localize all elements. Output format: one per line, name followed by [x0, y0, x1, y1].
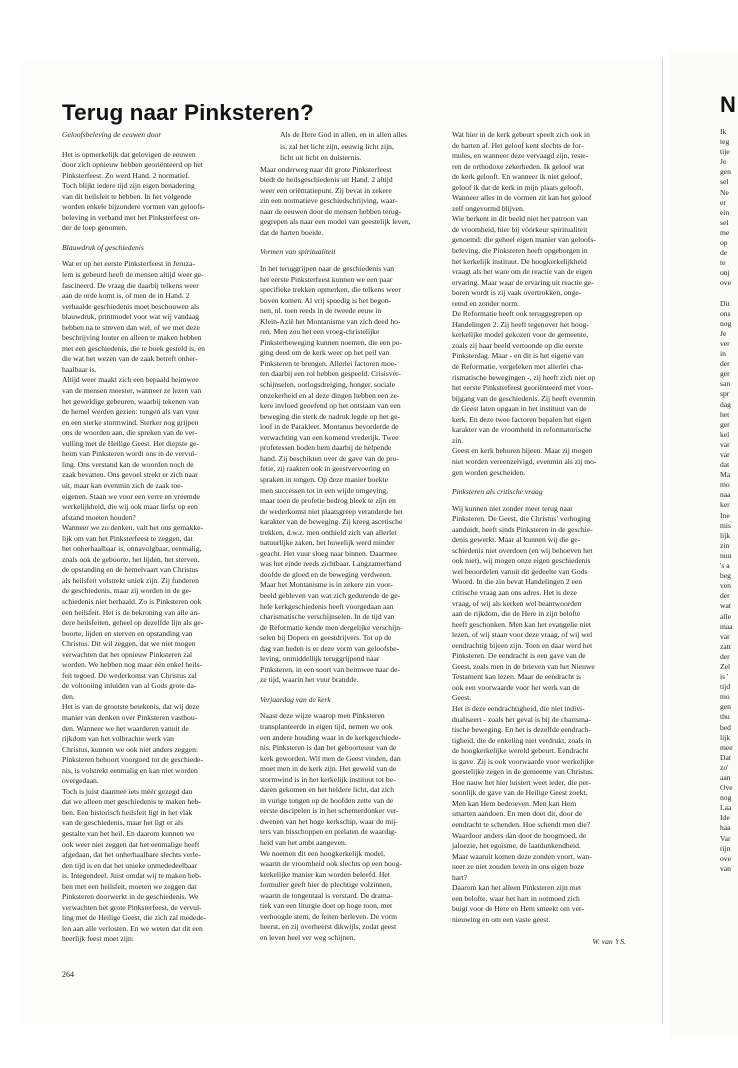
adjacent-page-line: van: [720, 863, 731, 873]
adjacent-page-line: bed: [720, 722, 731, 732]
paragraph: Het is opmerkelijk dat gelovigen de eeuwen door zich opnieuw hebben georiënteerd op het Pinksterfeest. Zo werd Hand. 2 normatief. Toch blijkt iedere tijd zijn eigen benadering van dit heilsfeit te hebben. In het volgende worden enkele bijzondere vormen van geloofs- beleving in verband met het Pinksterfeest on- der de loep genomen.: [62, 149, 206, 233]
adjacent-page-line: mis: [720, 520, 731, 530]
adjacent-page-line: tijd: [720, 682, 731, 692]
adjacent-page-text: [720, 127, 733, 874]
adjacent-page-line: beg: [720, 571, 731, 581]
paragraph: Toch is juist daarmee iets méér gezegd dan dat we alleen met geschiedenis te maken heb- ben. Een historisch heilsfeit ligt in het vlak van de geschiedenis, maar het ligt er als gestalte van het heil. En daarom kunnen we ook weer niet zeggen dat het eenmalige heeft afgedaan, dat het onherhaalbare slechts verle- den tijd is en dat het unieke onmededeelbaar is. Integendeel. Juist omdat wij te maken heb- ben met een heilsfeit, moeten we zeggen dat Pinksteren doorwerkt in de geschiedenis. We verwachten het grote Pinksterfeest, de vervul- ling met de Heilige Geest, die zich zal medede- len aan alle verlosten. En we weten dat dit een heerlijk feest moet zijn:: [62, 786, 207, 944]
adjacent-page-line: Ne: [720, 187, 729, 197]
adjacent-page-line: Ide: [720, 813, 730, 823]
paragraph: We noemen dit een hoogkerkelijk model, waarin de vroomheid ook slechts op een hoog- kerkelijke manier kan worden beleefd. Het formulier geeft hier de plechtige volzinnen, waarin de tongentaal is verstard. De drama- tiek van een liturgie doet op hoge toon, met verhoogde stem, de feiten herleven. De vorm heerst, en zij overheerst dikwijls, zodat geest en leven heel ver weg schijnen.: [260, 848, 402, 942]
column-3: [452, 130, 638, 948]
quote-line: Als de Here God in allen, en in allen alles: [280, 130, 407, 139]
paragraph: Wanneer we zo denken, valt het ons gemakke- lijk om van het Pinksterfeest te zeggen, dat het onherhaalbaar is, onnavolgbaar, eenmalig, zoals ook de geboorte, het lijden, het sterven, de opstanding en de hemelvaart van Christus als heilsfeit volstrekt uniek zijn. Zij funderen de geschiedenis, maar zij worden in de ge- schiedenis niet herhaald. Zo is Pinksteren ook een heilsfeit. Het is de bekroning van alle an- dere heilsfeiten, geheel op dezelfde lijn als ge- boorte, lijden en sterven en opstanding van Christus. Dit wil zeggen, dat we niet mogen verwachten dat het opnieuw Pinksteren zal worden. We hebben nog maar één enkel heils- feit tegoed. De wederkomst van Christus zal de voltooiing inluiden van al Gods grote da- den.: [62, 523, 204, 701]
section-heading: Blauwdruk of geschiedenis: [62, 242, 144, 252]
adjacent-page-line: ger: [720, 369, 730, 379]
adjacent-page-line: nog: [720, 793, 732, 803]
adjacent-page-line: rijn: [720, 843, 731, 853]
adjacent-page-line: maa: [720, 621, 733, 631]
adjacent-page-line: ons: [720, 308, 731, 318]
adjacent-page-line: [720, 289, 733, 299]
adjacent-page-line: wat: [720, 601, 731, 611]
article-page: [22, 58, 663, 1023]
adjacent-page-line: teg: [720, 137, 730, 147]
adjacent-page-line: in: [720, 349, 726, 359]
adjacent-page-line: ove: [720, 853, 731, 863]
paragraph: Maar onderweg naar dit grote Pinksterfeest biedt de heilsgeschiedenis uit Hand. 2 altijd weer een oriëntatiepunt. Zij bevat in zekere zin een normatieve geschiedschrijving, waar- naar de eeuwen door de mensen hebben terug- gegrepen als naar een model van geestelijk leven, dat de harten boeide.: [260, 164, 411, 237]
adjacent-page-line: Zel: [720, 661, 731, 671]
adjacent-page-line: ove: [720, 278, 731, 288]
quote-line: is, zal het licht zijn, eeuwig licht zijn,: [280, 141, 394, 151]
adjacent-page-line: gen: [720, 167, 731, 177]
adjacent-page-line: san: [720, 379, 731, 389]
adjacent-page-line: ker: [720, 500, 730, 510]
quote-line: licht uit licht en duisternis.: [280, 153, 362, 163]
adjacent-page-line: Ove: [720, 783, 733, 793]
adjacent-page-line: kel: [720, 429, 730, 439]
adjacent-page-line: Je: [720, 157, 727, 167]
adjacent-page-line: sel: [720, 177, 729, 187]
adjacent-page-line: mo: [720, 480, 730, 490]
adjacent-page-line: lijk: [720, 732, 731, 742]
adjacent-page-line: Dit: [720, 298, 730, 308]
adjacent-page: [670, 52, 738, 1037]
paragraph: Geest en kerk behoren bijeen. Maar zij mogen niet worden vereenzelvigd, evenmin als zij mo- gen worden gescheiden.: [452, 446, 597, 477]
paragraph: Het is van de grootste betekenis, dat wij deze manier van denken over Pinksteren vasthou- den. Wanneer we het waarderen vanuit de rijkdom van het volbrachte werk van Christus, kunnen we ook niet anders zeggen: Pinksteren behoort voorgoed tot de geschiede- nis, is volstrekt eenmalig en kan niet worden overgedaan.: [62, 702, 203, 786]
adjacent-page-line: er: [720, 197, 726, 207]
column-2: [260, 130, 440, 943]
paragraph: Wat hier in de kerk gebeurt speelt zich ook in de harten af. Het geloof kent slechts de for- mules, en wanneer deze vervaagd zijn, reste- ren de orthodoxe zekerheden. Ik geloof wat de kerk gelooft. En wanneer ik niet geloof, geloof ik dat de kerk in mijn plaats gelooft. Wanneer alles in de vormen zit kan het geloof zelf ongevormd blijven.: [452, 130, 592, 213]
adjacent-page-line: ger: [720, 419, 730, 429]
adjacent-page-line: mo: [720, 692, 730, 702]
adjacent-page-line: Ine: [720, 510, 730, 520]
section-heading: Pinksteren als critische vraag: [452, 487, 543, 497]
adjacent-page-line: Je: [720, 328, 727, 338]
adjacent-page-line: zin: [720, 540, 730, 550]
adjacent-page-line: der: [720, 359, 730, 369]
adjacent-page-line: mee: [720, 742, 733, 752]
paragraph: Daarom kan het alleen Pinksteren zijn met een belofte, waar het hart in ootmoed zich buigt voor de Here en Hem smeekt om ver- nieuwing en om een vaste geest.: [452, 883, 584, 924]
adjacent-page-line: gen: [720, 702, 731, 712]
adjacent-page-line: ein: [720, 207, 730, 217]
adjacent-page-line: der: [720, 651, 730, 661]
adjacent-page-line: te: [720, 258, 726, 268]
paragraph: Wij kunnen niet zonder meer terug naar Pinksteren. De Geest, die Christus’ verhoging aanduidt, heeft sinds Pinksteren in de geschie- denis gewerkt. Maar al kunnen wij die ge- schiedenis niet overdoen (en wij behoeven het ook niet), wij mogen onze eigen geschiedenis wel beoordelen vanuit dit gedeelte van Gods Woord. In die zin bevat Handelingen 2 een critische vraag aan ons adres. Het is deze vraag, of wij als kerken wel beantwoorden aan de rijkdom, die de Here in zijn belofte heeft geschonken. Men kan het evangelie niet lezen, of wij staan voor deze vraag, of wij wel eendrachtig bijeen zijn. Toen en daar werd het Pinksteren. De eendracht is een gave van de Geest, zoals men in de brieven van het Nieuwe Testament kan lezen. Maar de eendracht is ook een voorwaarde voor het werk van de Geest.: [452, 503, 595, 703]
author-signature: W. van ’t S.: [592, 937, 626, 947]
adjacent-page-line: naa: [720, 490, 731, 500]
adjacent-page-line: ven: [720, 581, 731, 591]
adjacent-page-line: var: [720, 439, 730, 449]
adjacent-page-line: de: [720, 248, 728, 258]
adjacent-page-line: tije: [720, 147, 730, 157]
adjacent-page-line: nuu: [720, 550, 732, 560]
column-1: [62, 130, 246, 945]
adjacent-page-line: alle: [720, 611, 731, 621]
adjacent-page-line: nog: [720, 318, 732, 328]
adjacent-page-line: haa: [720, 823, 731, 833]
section-heading: Vormen van spiritualiteit: [260, 247, 336, 257]
article-title: Terug naar Pinksteren?: [62, 100, 314, 125]
adjacent-page-line: dag: [720, 399, 731, 409]
adjacent-page-line: onj: [720, 268, 730, 278]
adjacent-page-line: lijk: [720, 530, 731, 540]
paragraph: De Reformatie heeft ook teruggegrepen op Handelingen 2. Zij heeft tegenover het hoog- kerkelijke model gekozen voor de gemeente, zoals zij haar beeld vertoonde op die eerste Pinksterdag. Maar - en dit is het eigene van de Reformatie, vergeleken met allerlei cha- rismatische bewegingen -, zij heeft zich niet op het eerste Pinksterfeest georiënteerd met voor- bijgang van de geschiedenis. Zij heeft evenmin de Geest laten opgaan in het instituut van de kerk. En deze twee factoren bepalen het eigen karakter van de vroomheid in reformatorische zin.: [452, 309, 596, 445]
paragraph: Wie herkent in dit beeld niet het patroon van de vroomheid, hier bij vóórkeur spiritualiteit genoemd: die geheel eigen manier van geloofs- beleving, die Pinksteren heeft opgeborgen in het kerkelijk instituut. De hoogkerkelijkheid vraagt als het ware om de reactie van de eigen ervaring. Maar waar de ervaring uit reactie ge- boren wordt is zij vaak overtrokken, onge- remd en zonder norm.: [452, 214, 596, 308]
adjacent-page-line: 's a: [720, 561, 730, 571]
paragraph: Het is deze eendrachtigheid, die niet indivi- dualiseert - zoals het geval is bij de charisma- tische beweging. En het is dezelfde eendrach- tigheid, die de enkeling niet verdrukt, zoals in de hoogkerkelijke wereld gebeurt. Eendracht is gave. Zij is ook voorwaarde voor werkelijke geestelijke zegen in de gemeente van Christus. Hoe nauw het hier luistert weet ieder, die per- soonlijk de gave van de Heilige Geest zoekt. Men kan Hem bedroeven. Men kan Hem smarten aandoen. En men doet dit, door de eendracht te schenden. Hoe schendt men die? Waardoor anders dan door de hoogmoed, de jaloezie, het egoïsme, de laatdunkendheid. Maar waaruit komen deze zonden voort, wan- neer ze niet zouden leven in ons eigen boze hart?: [452, 703, 594, 882]
adjacent-page-line: spr: [720, 389, 730, 399]
adjacent-page-line: sel: [720, 217, 729, 227]
article-subtitle: Geloofsbeleving de eeuwen door: [62, 130, 162, 139]
adjacent-page-line: op: [720, 238, 728, 248]
adjacent-page-line: ver: [720, 338, 730, 348]
adjacent-page-line: zatt: [720, 641, 731, 651]
paragraph: Wat er op het eerste Pinksterfeest in Jeruza- lem is gebeurd heeft de mensen altijd weer ge- fascineerd. De vraag die daarbij telkens weer aan de orde komt is, of men de in Hand. 2 verhaalde geschiedenis moet beschouwen als blauwdruk, printmodel voor wat wij vandaag hebben na te streven dan wel, of we met deze beschrijving louter en alleen te maken hebben met een geschiedenis, die te boek gesteld is, en die wat het wezen van de zaak betreft onher- haalbaar is.: [62, 259, 205, 374]
paragraph: Altijd weer maakt zich een bepaald heimwee van de mensen meester, wanneer ze lezen van het geweldige gebeuren, waarbij tekenen van de hemel werden gezien: tongen als van vuur en een sterke stormwind. Sterker nog grijpen ons de woorden aan, die spreken van de ver- vulling met de Heilige Geest. Het diepste ge- heim van Pinksteren wordt ons in de vervul- ling. Ons verstand kan de woorden noch de zaak bevatten. Ons gevoel strekt er zich naar uit, maar kan evenmin zich de zaak toe- eigenen. Staan we voor een verre en vreemde werkelijkheid, die wij ook maar liefst op een afstand moeten houden?: [62, 375, 202, 522]
adjacent-page-line: zo': [720, 762, 729, 772]
adjacent-page-line: var: [720, 450, 730, 459]
page-number: 264: [62, 970, 74, 979]
adjacent-page-line: der: [720, 591, 730, 601]
adjacent-page-line: is ': [720, 672, 729, 682]
section-heading: Verjaardag van de kerk: [260, 694, 331, 704]
adjacent-page-title: N: [720, 92, 736, 117]
paragraph: In het teruggrijpen naar de geschiedenis van het eerste Pinksterfeest kunnen we een paar specifieke trekken opmerken, die telkens weer boven komen. Al vrij spoedig is het begon- nen, nl. toen reeds in de tweede eeuw in Klein-Azië het Montanisme van zich deed ho- ren. Men zou het een vroeg-christelijke Pinksterbeweging kunnen noemen, die een po- ging deed om de kerk weer op het peil van Pinksteren te brengen. Allerlei factoren moe- ten daarbij een rol hebben gespeeld. Crisisver- schijnselen, oorlogsdreiging, honger, sociale onzekerheid en al deze dingen hebben een ze- kere invloed geoefend op het ontstaan van een beweging die sterk de nadruk legde op het ge- loof in de Parakleet. Montanus bevorderde de verwachting van een komend vrederijk. Twee profetessen boden hem daarbij de helpende hand. Zij beschikten over de gave van de pro- fetie, zij raakten ook in geestvervoering en spraken in tongen. Op deze manier boekte men successen tot in een wijde omgeving, maar toen de profetie bedrog bleek te zijn en de wederkomst niet plaatsgreep veranderde het karakter van de beweging. Zij kreeg ascetische trekken, d.w.z. men onthield zich van allerlei natuurlijke zaken, het huwelijk werd minder geacht. Het vuur sloeg naar binnen. Daarmee was het einde reeds zichtbaar. Langzamerhand doofde de gloed en de beweging verdween. Maar het Montanisme is in zekere zin voor- beeld gebleven van wat zich gedurende de ge- hele kerkgeschiedenis heeft voorgedaan aan charismatische verschijnselen. In de tijd van de Reformatie kende men dergelijke verschijn- selen bij Dopers en geestdrijvers. Tot op de dag van heden is er deze vorm van geloofsbe- leving, onmiddellijk teruggrijpend naar Pinksteren, in een soort van heimwee naar de- ze tijd, waarin het vuur brandde.: [260, 264, 403, 685]
adjacent-page-line: Laa: [720, 803, 732, 813]
adjacent-page-line: aan: [720, 773, 731, 782]
adjacent-page-line: dat: [720, 460, 730, 470]
adjacent-page-line: het: [720, 409, 730, 419]
adjacent-page-line: var: [720, 631, 730, 641]
adjacent-page-line: Ik: [720, 127, 727, 136]
adjacent-page-line: thu: [720, 712, 730, 722]
adjacent-page-line: Var: [720, 833, 731, 843]
adjacent-page-line: Ma: [720, 470, 731, 480]
paragraph: Naast deze wijze waarop men Pinksteren transplanteerde in eigen tijd, nemen we ook een andere houding waar in de kerkgeschiede- nis. Pinksteren is dan het geboorteuur van de kerk geworden. Wil men de Geest vinden, dan moet men in de kerk zijn. Het geweld van de stormwind is in het kerkelijk instituut tot be- daren gekomen en het heldere licht, dat zich in vurige tongen op de hoofden zette van de eerste discipelen is in het schemerdonker ver- dwenen van het hoge kerkschip, waar de mij- ters van bisschoppen en prelaten de waardig- heid van het ambt aangeven.: [260, 711, 401, 847]
adjacent-page-line: Dat: [720, 752, 731, 762]
adjacent-page-line: me: [720, 227, 730, 237]
